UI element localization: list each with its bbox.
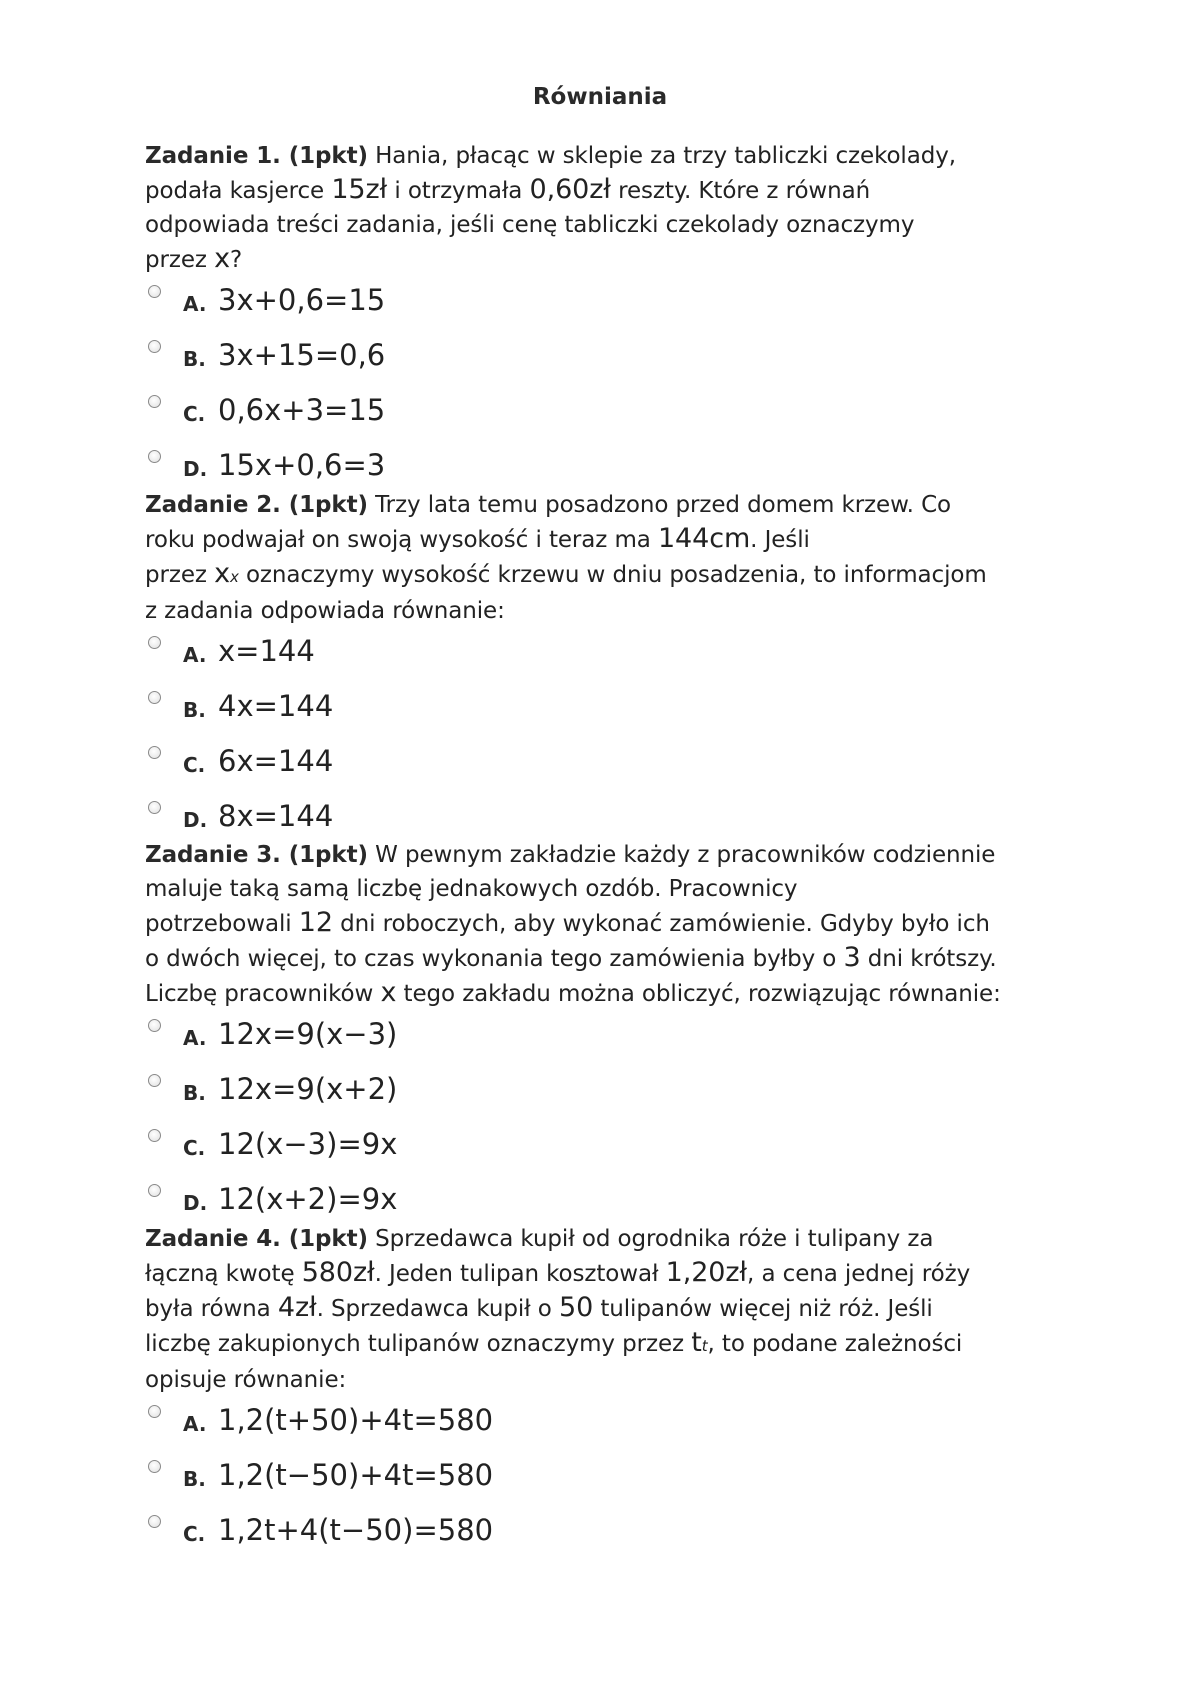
option-equation: 1,2(t−50)+4t=580 xyxy=(218,1458,494,1492)
radio-button-icon[interactable] xyxy=(148,691,161,704)
radio-button-icon[interactable] xyxy=(148,1405,161,1418)
option-letter: C. xyxy=(183,1136,206,1160)
math-value: x xyxy=(380,977,397,1008)
question-text-line xyxy=(145,139,1075,173)
math-value: x xyxy=(214,243,230,274)
option-letter: B. xyxy=(183,1081,206,1105)
option-letter: C. xyxy=(183,1522,206,1546)
math-value: t xyxy=(691,1327,702,1358)
radio-button-icon[interactable] xyxy=(148,340,161,353)
answer-option[interactable] xyxy=(145,1011,1075,1066)
math-value: 580zł xyxy=(301,1257,375,1288)
answer-option[interactable] xyxy=(145,1452,1075,1507)
question-text: z zadania odpowiada równanie: xyxy=(145,598,505,624)
question-text: i otrzymała xyxy=(387,178,530,204)
question-text: liczbę zakupionych tulipanów oznaczymy przez xyxy=(145,1331,692,1357)
radio-button-icon[interactable] xyxy=(148,1460,161,1473)
question-text: dni roboczych, aby wykonać zamówienie. Gdyby było ich xyxy=(332,911,990,937)
question-text-line xyxy=(145,594,1075,628)
question-1 xyxy=(145,139,1075,497)
option-letter: C. xyxy=(183,402,206,426)
radio-button-icon[interactable] xyxy=(148,1019,161,1032)
option-equation: 0,6x+3=15 xyxy=(218,393,386,427)
answer-options xyxy=(145,628,1075,848)
question-text: W pewnym zakładzie każdy z pracowników codziennie xyxy=(367,842,996,868)
page-title: Równiania xyxy=(532,84,668,110)
question-text: opisuje równanie: xyxy=(145,1367,347,1393)
option-equation: 3x+0,6=15 xyxy=(218,283,386,317)
question-text: o dwóch więcej, to czas wykonania tego zamówienia byłby o xyxy=(145,946,844,972)
question-text: była równa xyxy=(145,1296,278,1322)
question-text: przez xyxy=(145,247,215,273)
question-text-line xyxy=(145,557,1075,594)
answer-option[interactable] xyxy=(145,628,1075,683)
option-equation: 12(x−3)=9x xyxy=(218,1127,398,1161)
math-subscript: t xyxy=(701,1337,708,1355)
math-value: 0,60zł xyxy=(529,174,611,205)
question-text: roku podwajał on swoją wysokość i teraz ma xyxy=(145,527,658,553)
question-text: . Jeden tulipan kosztował xyxy=(374,1261,666,1287)
option-letter: D. xyxy=(183,457,208,481)
option-letter: B. xyxy=(183,1467,206,1491)
question-text: , to podane zależności xyxy=(707,1331,963,1357)
option-equation: 12x=9(x+2) xyxy=(218,1072,398,1106)
answer-options xyxy=(145,1397,1075,1562)
answer-option[interactable] xyxy=(145,387,1075,442)
question-text-line xyxy=(145,173,1075,208)
answer-options xyxy=(145,277,1075,497)
option-letter: A. xyxy=(183,1026,207,1050)
math-subscript: x xyxy=(229,568,239,586)
question-text: łączną kwotę xyxy=(145,1261,302,1287)
question-text: dni krótszy. xyxy=(860,946,997,972)
option-equation: 3x+15=0,6 xyxy=(218,338,386,372)
question-text-line xyxy=(145,208,1075,242)
question-text-line xyxy=(145,1222,1075,1256)
option-equation: 8x=144 xyxy=(218,799,334,833)
answer-options xyxy=(145,1011,1075,1231)
option-equation: 1,2t+4(t−50)=580 xyxy=(218,1513,494,1547)
math-value: 144cm xyxy=(657,523,751,554)
answer-option[interactable] xyxy=(145,277,1075,332)
question-text-line xyxy=(145,1326,1075,1363)
question-label: Zadanie 4. (1pkt) xyxy=(145,1226,368,1252)
option-equation: 12(x+2)=9x xyxy=(218,1182,398,1216)
math-value: 12 xyxy=(298,907,333,938)
answer-option[interactable] xyxy=(145,1397,1075,1452)
question-text: przez xyxy=(145,562,215,588)
question-text: ? xyxy=(229,247,243,273)
question-text-line xyxy=(145,1256,1075,1291)
option-letter: A. xyxy=(183,292,207,316)
answer-option[interactable] xyxy=(145,1121,1075,1176)
option-letter: D. xyxy=(183,1191,208,1215)
answer-option[interactable] xyxy=(145,738,1075,793)
option-letter: A. xyxy=(183,643,207,667)
question-text: Trzy lata temu posadzono przed domem krzew. Co xyxy=(367,492,952,518)
radio-button-icon[interactable] xyxy=(148,1515,161,1528)
answer-option[interactable] xyxy=(145,332,1075,387)
question-text: tego zakładu można obliczyć, rozwiązując równanie: xyxy=(396,981,1001,1007)
question-text-line xyxy=(145,941,1075,976)
option-equation: 1,2(t+50)+4t=580 xyxy=(218,1403,494,1437)
question-text-line xyxy=(145,1291,1075,1326)
math-value: 50 xyxy=(558,1292,594,1323)
answer-option[interactable] xyxy=(145,1507,1075,1562)
radio-button-icon[interactable] xyxy=(148,746,161,759)
question-2 xyxy=(145,488,1075,848)
option-letter: A. xyxy=(183,1412,207,1436)
option-letter: B. xyxy=(183,698,206,722)
question-text: tulipanów więcej niż róż. Jeśli xyxy=(593,1296,933,1322)
math-value: x xyxy=(214,558,230,589)
question-label: Zadanie 2. (1pkt) xyxy=(145,492,368,518)
option-letter: D. xyxy=(183,808,208,832)
question-3 xyxy=(145,838,1075,1231)
answer-option[interactable] xyxy=(145,683,1075,738)
radio-button-icon[interactable] xyxy=(148,1129,161,1142)
question-text-line xyxy=(145,872,1075,906)
question-text-line xyxy=(145,242,1075,277)
question-text-line xyxy=(145,522,1075,557)
option-equation: 6x=144 xyxy=(218,744,334,778)
option-letter: B. xyxy=(183,347,206,371)
question-text: , a cena jednej róży xyxy=(747,1261,971,1287)
question-label: Zadanie 1. (1pkt) xyxy=(145,143,368,169)
radio-button-icon[interactable] xyxy=(148,801,161,814)
question-text-line xyxy=(145,838,1075,872)
option-equation: x=144 xyxy=(218,634,315,668)
radio-button-icon[interactable] xyxy=(148,1074,161,1087)
question-text: potrzebowali xyxy=(145,911,299,937)
question-text: odpowiada treści zadania, jeśli cenę tabliczki czekolady oznaczymy xyxy=(145,212,915,238)
question-text: Liczbę pracowników xyxy=(145,981,381,1007)
math-value: 4zł xyxy=(277,1292,317,1323)
question-text-line xyxy=(145,488,1075,522)
math-value: 3 xyxy=(843,942,861,973)
option-letter: C. xyxy=(183,753,206,777)
question-label: Zadanie 3. (1pkt) xyxy=(145,842,368,868)
radio-button-icon[interactable] xyxy=(148,395,161,408)
question-text: podała kasjerce xyxy=(145,178,332,204)
question-text: oznaczymy wysokość krzewu w dniu posadzenia, to informacjom xyxy=(238,562,987,588)
option-equation: 15x+0,6=3 xyxy=(218,448,386,482)
question-text: Sprzedawca kupił od ogrodnika róże i tulipany za xyxy=(367,1226,934,1252)
question-text: maluje taką samą liczbę jednakowych ozdób. Pracownicy xyxy=(145,876,798,902)
question-text-line xyxy=(145,1363,1075,1397)
question-text-line xyxy=(145,976,1075,1011)
math-value: 15zł xyxy=(331,174,388,205)
question-text: reszty. Które z równań xyxy=(610,178,871,204)
radio-button-icon[interactable] xyxy=(148,450,161,463)
radio-button-icon[interactable] xyxy=(148,1184,161,1197)
question-text: . Sprzedawca kupił o xyxy=(316,1296,559,1322)
answer-option[interactable] xyxy=(145,1066,1075,1121)
option-equation: 4x=144 xyxy=(218,689,334,723)
math-value: 1,20zł xyxy=(665,1257,748,1288)
question-text: Hania, płacąc w sklepie za trzy tabliczki czekolady, xyxy=(367,143,956,169)
question-text: . Jeśli xyxy=(750,527,810,553)
question-4 xyxy=(145,1222,1075,1562)
radio-button-icon[interactable] xyxy=(148,285,161,298)
option-equation: 12x=9(x−3) xyxy=(218,1017,398,1051)
question-text-line xyxy=(145,906,1075,941)
radio-button-icon[interactable] xyxy=(148,636,161,649)
